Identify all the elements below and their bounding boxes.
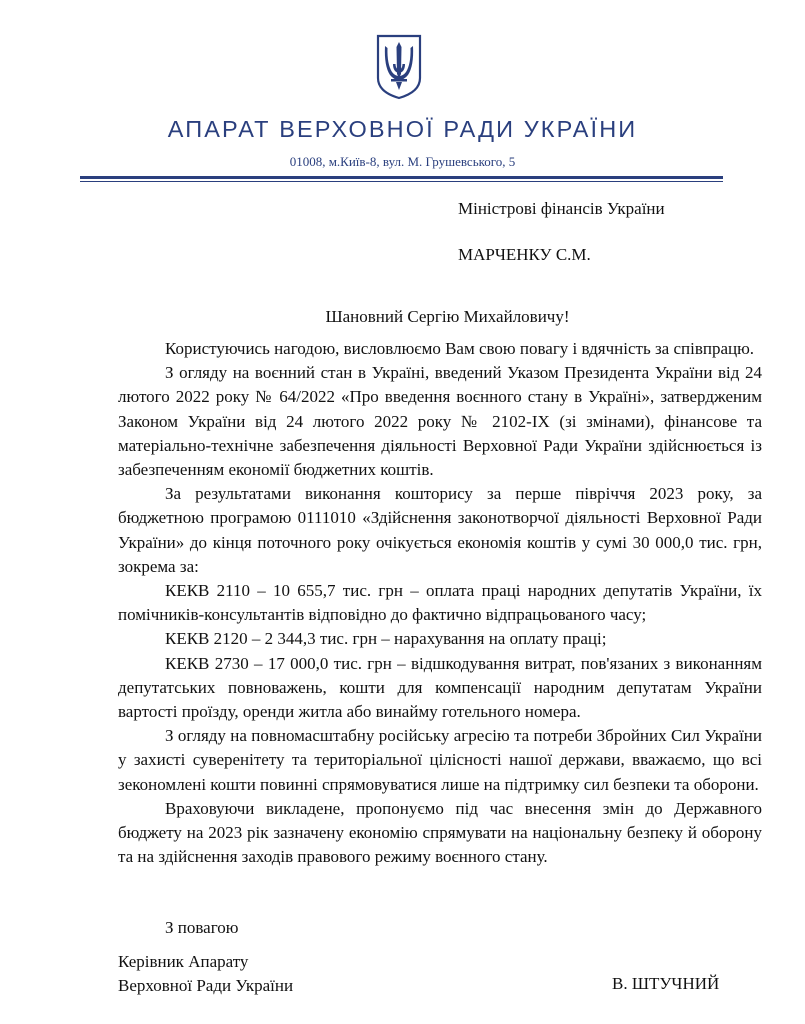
organization-title: АПАРАТ ВЕРХОВНОЇ РАДИ УКРАЇНИ xyxy=(167,116,638,142)
body-paragraph: Користуючись нагодою, висловлюємо Вам свою повагу і вдячність за співпрацю. xyxy=(165,339,755,358)
signer-role-line: Керівник Апарату xyxy=(118,952,249,971)
body-paragraph: З огляду на воєнний стан в Україні, введений Указом Президента України від 24 лютого 2022 року № 64/2022 «Про введення воєнного стану в Україні», затвердженим Законом України від 24 лютого 2022 року № 2102-IX (зі змінами), фінансове та матеріально-технічне забезпечення діяльності Верховної Ради України здійснюється із забезпеченням економії бюджетних коштів. xyxy=(118,363,762,480)
salutation: Шановний Сергію Михайловичу! xyxy=(325,307,570,326)
body-paragraph: Враховуючи викладене, пропонуємо під час внесення змін до Державного бюджету на 2023 рік зазначену економію спрямувати на національну безпеку й оборону та на здійснення заходів правового режиму воєнного стану. xyxy=(118,798,762,867)
signer-role xyxy=(118,950,293,998)
trident-emblem-icon xyxy=(376,34,422,100)
letterhead-divider-thin xyxy=(80,181,723,182)
recipient-name: МАРЧЕНКУ С.М. xyxy=(458,245,591,264)
organization-address: 01008, м.Київ-8, вул. М. Грушевського, 5 xyxy=(289,154,516,169)
body-paragraph: За результатами виконання кошторису за перше півріччя 2023 року, за бюджетною програмою 0111010 «Здійснення законотворчої діяльності Верховної Ради України» до кінця поточного року очікується економія коштів у сумі 30 000,0 тис. грн, зокрема за: xyxy=(118,484,762,576)
letter-body xyxy=(118,337,762,869)
closing-phrase: З повагою xyxy=(165,918,239,937)
signer-name: В. ШТУЧНИЙ xyxy=(612,974,720,993)
body-paragraph: З огляду на повномасштабну російську агресію та потреби Збройних Сил України у захисті суверенітету та територіальної цілісності нашої держави, вважаємо, що всі зекономлені кошти повинні спрямовуватися лише на підтримку сил безпеки та оборони. xyxy=(118,726,762,794)
body-paragraph: КЕКВ 2120 – 2 344,3 тис. грн – нарахування на оплату праці; xyxy=(165,629,607,649)
letterhead-divider-thick xyxy=(80,176,723,179)
signer-role-line: Верховної Ради України xyxy=(118,976,294,995)
body-paragraph: КЕКВ 2110 – 10 655,7 тис. грн – оплата праці народних депутатів України, їх помічників-консультантів відповідно до фактично відпрацьованого часу; xyxy=(118,581,762,625)
recipient-position: Міністрові фінансів України xyxy=(458,199,665,218)
body-paragraph: КЕКВ 2730 – 17 000,0 тис. грн – відшкодування витрат, пов'язаних з виконанням депутатських повноважень, кошти для компенсації народним депутатам України вартості проїзду, оренди житла або винайму готельного номера. xyxy=(118,653,762,722)
